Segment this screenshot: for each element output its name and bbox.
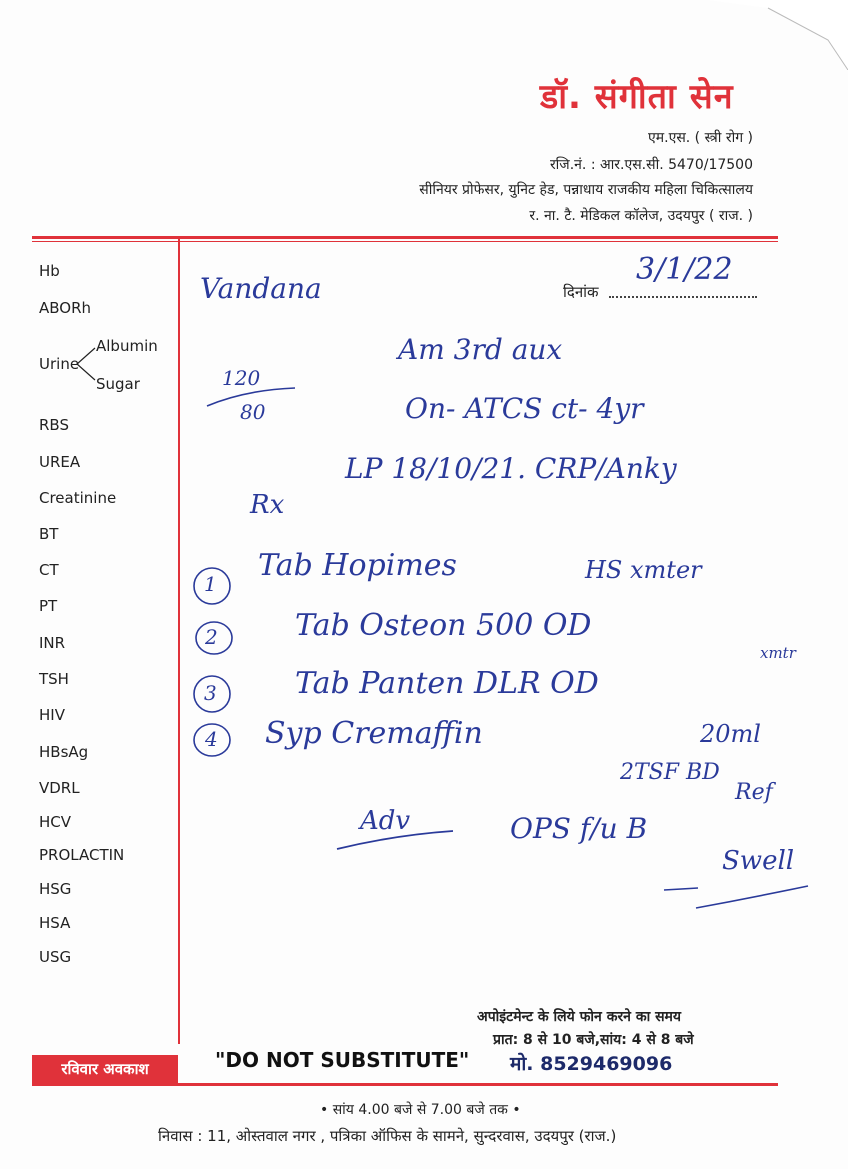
test-sugar: Sugar [96,375,140,393]
appointment-hours: प्रात: 8 से 10 बजे,सांय: 4 से 8 बजे [493,1032,694,1048]
item-4-number: 4 [205,727,218,751]
test-hcv: HCV [39,813,72,831]
residence-address: निवास : 11, ओस्तवाल नगर , पत्रिका ऑफिस के सामने, सुन्दरवास, उदयपुर (राज.) [158,1127,617,1145]
mobile-number: मो. 8529469096 [510,1053,673,1075]
med-3: Tab Panten DLR OD [295,666,599,701]
designation: सीनियर प्रोफेसर, युनिट हेड, पन्नाधाय राजकीय महिला चिकित्सालय [419,182,753,198]
test-aborh: ABORh [39,299,92,317]
med-4-frequency: 2TSF BD [620,760,720,785]
med-2: Tab Osteon 500 OD [295,608,592,643]
margin-rule [178,238,180,1044]
signature: Swell [722,846,795,876]
patient-name: Vandana [200,272,322,305]
sunday-holiday-badge: रविवार अवकाश [32,1055,178,1083]
date-value: 3/1/22 [636,252,733,287]
advice-underline [335,825,455,853]
clinic-hours: • सांय 4.00 बजे से 7.00 बजे तक • [320,1102,521,1118]
test-rbs: RBS [39,416,69,434]
qualification: एम.एस. ( स्त्री रोग ) [648,130,753,146]
test-usg: USG [39,948,72,966]
med-1-dose: HS xmter [585,556,702,584]
test-bt: BT [39,525,59,543]
test-hb: Hb [39,262,60,280]
note-line-1: Am 3rd aux [398,333,563,366]
test-creatinine: Creatinine [39,489,117,507]
test-prolactin: PROLACTIN [39,846,125,864]
rx-symbol: Rx [250,490,285,520]
doctor-name: डॉ. संगीता सेन [540,77,734,117]
test-inr: INR [39,634,66,652]
header-rule [32,236,778,239]
test-hiv: HIV [39,706,65,724]
test-urea: UREA [39,453,81,471]
advice-label: Adv [360,806,411,836]
test-albumin: Albumin [96,337,158,355]
med-4-dose: 20ml [700,720,761,748]
item-2-number: 2 [205,625,218,649]
date-label: दिनांक [563,283,599,301]
test-hsg: HSG [39,880,72,898]
signature-stroke [640,880,810,910]
item-3-number: 3 [204,681,217,705]
urine-bracket [75,346,97,382]
med-2-dose: xmtr [760,644,796,662]
test-tsh: TSH [39,670,69,688]
advice-text: OPS f/u B [510,812,648,845]
med-4: Syp Cremaffin [265,716,483,751]
do-not-substitute: "DO NOT SUBSTITUTE" [215,1048,470,1072]
test-ct: CT [39,561,59,579]
test-pt: PT [39,597,58,615]
referral: Ref [735,780,773,805]
test-hbsag: HBsAg [39,743,89,761]
note-line-2: On- ATCS ct- 4yr [405,392,644,425]
college: र. ना. टै. मेडिकल कॉलेज, उदयपुर ( राज. ) [529,208,753,224]
registration-number: रजि.नं. : आर.एस.सी. 5470/17500 [549,157,753,173]
appointment-heading: अपोइंटमेन्ट के लिये फोन करने का समय [477,1009,682,1025]
med-1: Tab Hopimes [258,548,457,583]
footer-rule [32,1083,778,1086]
test-urine: Urine [39,355,80,373]
date-line [609,296,757,298]
bp-systolic: 120 [222,366,261,390]
note-line-3: LP 18/10/21. CRP/Anky [345,452,677,485]
torn-corner [708,0,848,70]
item-1-number: 1 [204,572,217,596]
test-hsa: HSA [39,914,71,932]
test-vdrl: VDRL [39,779,80,797]
header-rule-thin [32,241,778,242]
bp-diastolic: 80 [240,400,266,424]
